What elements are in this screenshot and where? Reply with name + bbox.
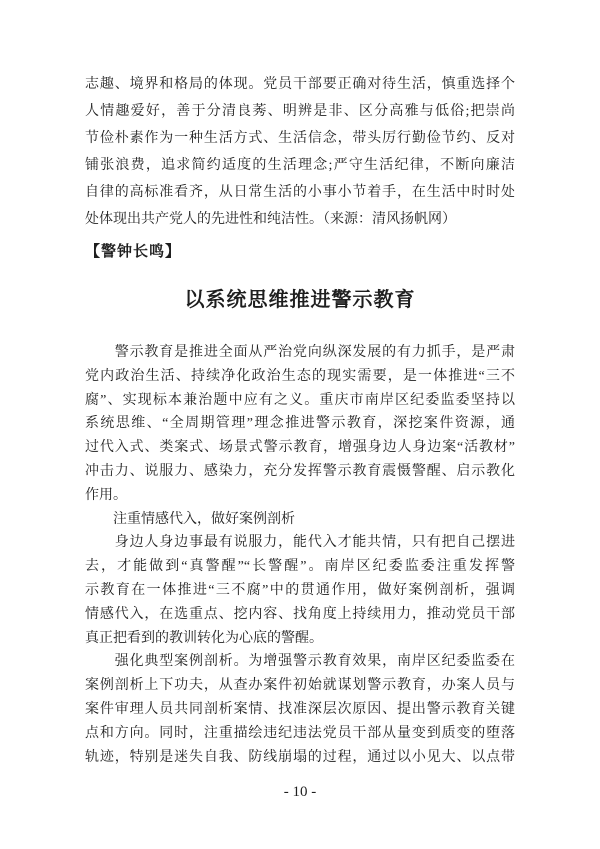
text-line: 冲击力、说服力、感染力，充分发挥警示教育震慑警醒、启示教化 — [85, 463, 515, 479]
text-line: 人情趣爱好，善于分清良莠、明辨是非、区分高雅与低俗;把崇尚 — [85, 104, 515, 119]
section-label-alarm-bell: 【警钟长鸣】 — [85, 244, 182, 260]
text-line: 过代入式、类案式、场景式警示教育，增强身边人身边案“活教材” — [85, 440, 515, 456]
text-line: 去，才能做到“真警醒”“长警醒”。南岸区纪委监委注重发挥警 — [85, 559, 515, 575]
text-line: 情感代入，在选重点、挖内容、找角度上持续用力，推动党员干部 — [85, 606, 515, 622]
text-line: 轨迹，特别是迷失自我、防线崩塌的过程，通过以小见大、以点带 — [85, 749, 515, 765]
text-line: 节俭朴素作为一种生活方式、生活信念，带头厉行勤俭节约、反对 — [85, 131, 515, 146]
paragraph-case-empathy — [85, 531, 515, 650]
subheading-emotional-involvement: 注重情感代入，做好案例剖析 — [85, 511, 295, 527]
paragraph-warning-education-intro — [85, 341, 515, 508]
text-line: 党内政治生活、持续净化政治生态的现实需要，是一体推进“三不 — [85, 368, 515, 384]
paragraph-life-conduct — [85, 71, 515, 233]
text-line: 铺张浪费，追求简约适度的生活理念;严守生活纪律，不断向廉洁 — [85, 158, 515, 173]
text-line: 系统思维、“全周期管理”理念推进警示教育，深挖案件资源，通 — [85, 416, 515, 432]
text-line: 志趣、境界和格局的体现。党员干部要正确对待生活，慎重选择个 — [85, 77, 515, 92]
text-line: 身边人身边事最有说服力，能代入才能共情，只有把自己摆进 — [85, 535, 515, 551]
paragraph-typical-case-analysis — [85, 650, 515, 769]
document-body — [85, 71, 515, 769]
text-line: 自律的高标准看齐，从日常生活的小事小节着手，在生活中时时处 — [85, 185, 515, 200]
text-line: 点和方向。同时，注重描绘违纪违法党员干部从量变到质变的堕落 — [85, 725, 515, 741]
article-title: 以系统思维推进警示教育 — [184, 289, 416, 311]
text-line: 案例剖析上下功夫，从查办案件初始就谋划警示教育，办案人员与 — [85, 678, 515, 694]
text-line: 示教育在一体推进“三不腐”中的贯通作用，做好案例剖析，强调 — [85, 582, 515, 598]
text-line: 案件审理人员共同剖析案情、找准深层次原因、提出警示教育关键 — [85, 701, 515, 717]
text-line: 真正把看到的教训转化为心底的警醒。 — [85, 630, 323, 646]
text-line: 警示教育是推进全面从严治党向纵深发展的有力抓手，是严肃 — [85, 345, 515, 360]
text-line: 腐”、实现标本兼治题中应有之义。重庆市南岸区纪委监委坚持以 — [85, 392, 515, 408]
page-number: - 10 - — [283, 784, 317, 801]
text-line: 作用。 — [85, 487, 127, 503]
text-line: 处体现出共产党人的先进性和纯洁性。（来源：清风扬帆网） — [85, 212, 456, 227]
text-line: 强化典型案例剖析。为增强警示教育效果，南岸区纪委监委在 — [85, 654, 515, 670]
